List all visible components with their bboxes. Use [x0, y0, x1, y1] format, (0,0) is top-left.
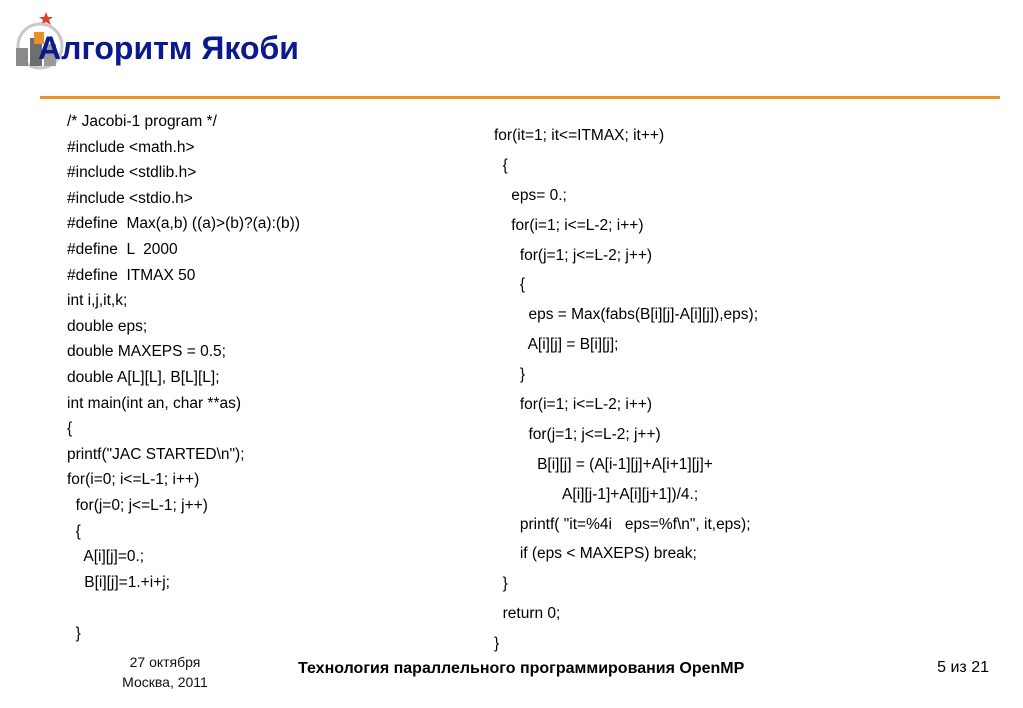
- code-line: A[i][j-1]+A[i][j+1])/4.;: [494, 485, 699, 503]
- code-line: printf("JAC STARTED\n");: [67, 445, 245, 463]
- title-divider: [40, 96, 1000, 99]
- code-line: return 0;: [494, 605, 561, 623]
- right-code-block: [494, 121, 1004, 659]
- code-line: {: [67, 522, 81, 540]
- code-line: int main(int an, char **as): [67, 394, 242, 412]
- code-line: }: [494, 575, 508, 593]
- code-line: eps = Max(fabs(B[i][j]-A[i][j]),eps);: [494, 306, 758, 324]
- footer-location-line: Москва, 2011: [122, 674, 208, 690]
- code-line: for(it=1; it<=ITMAX; it++): [494, 127, 665, 144]
- code-line: eps= 0.;: [494, 186, 567, 204]
- code-line: #define ITMAX 50: [67, 266, 196, 284]
- code-line: A[i][j]=0.;: [67, 548, 145, 566]
- code-line: for(i=1; i<=L-2; i++): [494, 396, 653, 414]
- code-line: }: [494, 635, 500, 653]
- code-line: double eps;: [67, 317, 148, 335]
- code-line: #include <math.h>: [67, 138, 195, 156]
- code-line: #include <stdio.h>: [67, 189, 193, 207]
- code-line: for(j=1; j<=L-2; j++): [494, 246, 653, 264]
- code-line: for(j=0; j<=L-1; j++): [67, 496, 208, 514]
- code-line: #include <stdlib.h>: [67, 164, 197, 182]
- code-line: #define Max(a,b) ((a)>(b)?(a):(b)): [67, 215, 300, 233]
- footer-course-title: Технология параллельного программирования OpenMP: [298, 660, 745, 677]
- code-line: B[i][j]=1.+i+j;: [67, 573, 170, 591]
- code-line: #define L 2000: [67, 240, 178, 258]
- code-line: {: [67, 420, 73, 438]
- code-line: {: [494, 156, 508, 174]
- footer-date: [100, 652, 230, 692]
- code-line: B[i][j] = (A[i-1][j]+A[i+1][j]+: [494, 455, 713, 473]
- code-line: for(j=1; j<=L-2; j++): [494, 425, 661, 443]
- code-line: for(i=1; i<=L-2; i++): [494, 216, 644, 234]
- left-code-block: [67, 109, 467, 646]
- code-line: A[i][j] = B[i][j];: [494, 336, 619, 354]
- slide-title: Алгоритм Якоби: [38, 30, 299, 66]
- code-line: {: [494, 276, 526, 294]
- code-line: printf( "it=%4i eps=%f\n", it,eps);: [494, 515, 751, 533]
- code-line: double MAXEPS = 0.5;: [67, 343, 226, 361]
- code-line: int i,j,it,k;: [67, 292, 128, 310]
- footer-page-number: 5 из 21: [937, 659, 989, 676]
- code-line: [67, 595, 467, 621]
- footer-date-line: 27 октября: [129, 654, 201, 670]
- code-line: /* Jacobi-1 program */: [67, 113, 217, 130]
- code-line: for(i=0; i<=L-1; i++): [67, 471, 200, 489]
- code-line: }: [494, 366, 526, 384]
- code-line: double A[L][L], B[L][L];: [67, 368, 220, 386]
- code-line: }: [67, 624, 81, 642]
- code-line: if (eps < MAXEPS) break;: [494, 545, 697, 563]
